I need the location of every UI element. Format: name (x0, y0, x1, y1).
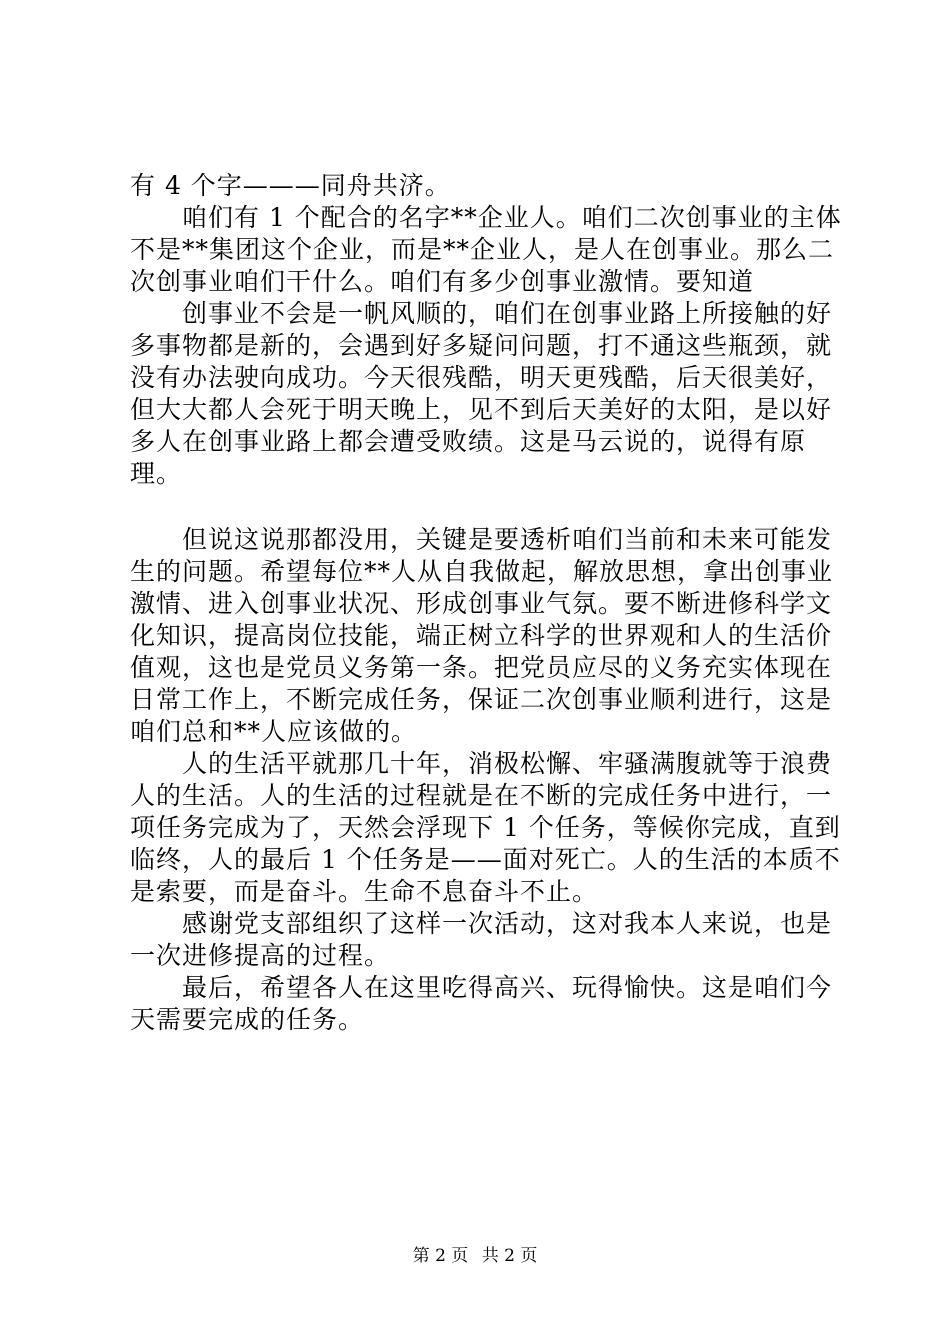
paragraph-4: 但说这说那都没用，关键是要透析咱们当前和未来可能发生的问题。希望每位**人从自我做起，解放思想，拿出创事业激情、进入创事业状况、形成创事业气氛。要不断进修科学文化知识，提高岗位技能，端正树立科学的世界观和人的生活价值观，这也是党员义务第一条。把党员应尽的义务充实体现在日常工作上，不断完成任务，保证二次创事业顺利进行，这是咱们总和**人应该做的。 (130, 525, 834, 746)
paragraph-1: 有 4 个字———同舟共济。 (130, 171, 451, 200)
paragraph-7: 最后，希望各人在这里吃得高兴、玩得愉快。这是咱们今天需要完成的任务。 (130, 973, 833, 1034)
page-number: 第 2 页 (412, 1246, 469, 1266)
paragraph-2: 咱们有 1 个配合的名字**企业人。咱们二次创事业的主体不是**集团这个企业，而是**企业人，是人在创事业。那么二次创事业咱们干什么。咱们有多少创事业激情。要知道 (130, 203, 842, 296)
page-total: 共 2 页 (481, 1246, 538, 1266)
paragraph-3: 创事业不会是一帆风顺的，咱们在创事业路上所接触的好多事物都是新的，会遇到好多疑问问题，打不通这些瓶颈，就没有办法驶向成功。今天很残酷，明天更残酷，后天很美好，但大大都人会死于明天晚上，见不到后天美好的太阳，是以好多人在创事业路上都会遭受败绩。这是马云说的，说得有原理。 (130, 299, 833, 488)
paragraph-6: 感谢党支部组织了这样一次活动，这对我本人来说，也是一次进修提高的过程。 (130, 909, 833, 970)
paragraph-5: 人的生活平就那几十年，消极松懈、牢骚满腹就等于浪费人的生活。人的生活的过程就是在不断的完成任务中进行，一项任务完成为了，天然会浮现下 1 个任务，等候你完成，直到临终，人的最后 1 个任务是——面对死亡。人的生活的本质不是索要，而是奋斗。生命不息奋斗不止。 (130, 749, 841, 906)
document-body (130, 170, 850, 1036)
page-footer (0, 1246, 950, 1266)
paragraph-gap (130, 490, 850, 524)
